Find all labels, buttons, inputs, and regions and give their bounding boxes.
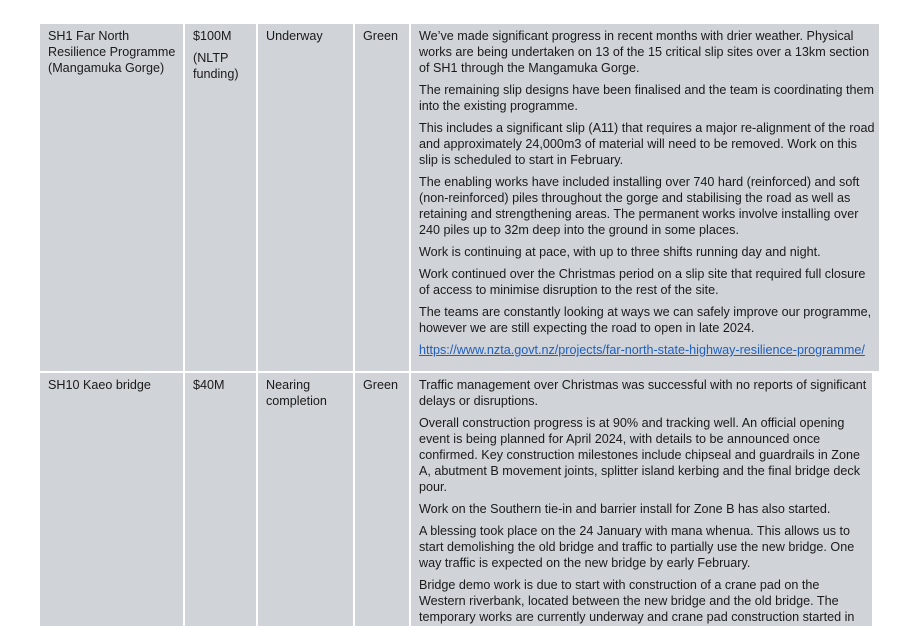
note-paragraph: The remaining slip designs have been finalised and the team is coordinating them into the existing programme. — [419, 83, 875, 113]
project-rating: Green — [363, 378, 399, 392]
note-paragraph: Bridge demo work is due to start with construction of a crane pad on the Western riverbank, located between the new bridge and the old bridge. The temporary works are currently underway and crane pad construction started in — [419, 578, 855, 624]
cost-value: $100M — [193, 29, 232, 43]
column-divider — [409, 24, 411, 626]
project-cost — [193, 28, 253, 82]
project-name: SH10 Kaeo bridge — [48, 378, 151, 392]
note-paragraph: The enabling works have included installing over 740 hard (reinforced) and soft (non-reinforced) piles throughout the gorge and stabilising the road as well as retaining and strengthening areas. The permanent works involve installing over 240 piles up to 32m deep into the ground in some places. — [419, 175, 860, 237]
note-paragraph: Work is continuing at pace, with up to three shifts running day and night. — [419, 245, 821, 259]
row-divider — [40, 371, 879, 373]
note-paragraph: The teams are constantly looking at ways we can safely improve our programme, however we are still expecting the road to open in late 2024. — [419, 305, 872, 335]
note-paragraph: We’ve made significant progress in recent months with drier weather. Physical works are being undertaken on 13 of the 15 critical slip sites over a 13km section of SH1 through the Mangamuka Gorge. — [419, 29, 870, 75]
note-paragraph: Overall construction progress is at 90% and tracking well. An official opening event is being planned for April 2024, with details to be announced once confirmed. Key construction milestones include chipseal and guardrails in Zone A, abutment B movement joints, splitter island kerbing and the final bridge deck pour. — [419, 416, 861, 494]
project-link[interactable]: https://www.nzta.govt.nz/projects/far-north-state-highway-resilience-programme/ — [419, 343, 865, 357]
cost-note: (NLTP funding) — [193, 51, 239, 81]
note-paragraph: A blessing took place on the 24 January with mana whenua. This allows us to start demolishing the old bridge and traffic to partially use the new bridge. One way traffic is expected on the new bridge by early February. — [419, 524, 855, 570]
project-status: Underway — [266, 29, 323, 43]
project-cost: $40M — [193, 378, 225, 392]
note-paragraph: Work on the Southern tie-in and barrier install for Zone B has also started. — [419, 502, 831, 516]
project-status: Nearing completion — [266, 378, 327, 408]
project-rating: Green — [363, 29, 399, 43]
note-paragraph: Traffic management over Christmas was successful with no reports of significant delays or disruptions. — [419, 378, 867, 408]
column-divider — [353, 24, 355, 626]
column-divider — [256, 24, 258, 626]
project-notes — [419, 28, 875, 364]
column-divider — [183, 24, 185, 626]
project-name: SH1 Far North Resilience Programme (Mangamuka Gorge) — [48, 29, 176, 75]
note-paragraph: Work continued over the Christmas period on a slip site that required full closure of access to minimise disruption to the rest of the site. — [419, 267, 866, 297]
project-notes — [419, 377, 869, 626]
note-paragraph: This includes a significant slip (A11) that requires a major re-alignment of the road and approximately 24,000m3 of material will need to be removed. Work on this slip is scheduled to start in February. — [419, 121, 875, 167]
